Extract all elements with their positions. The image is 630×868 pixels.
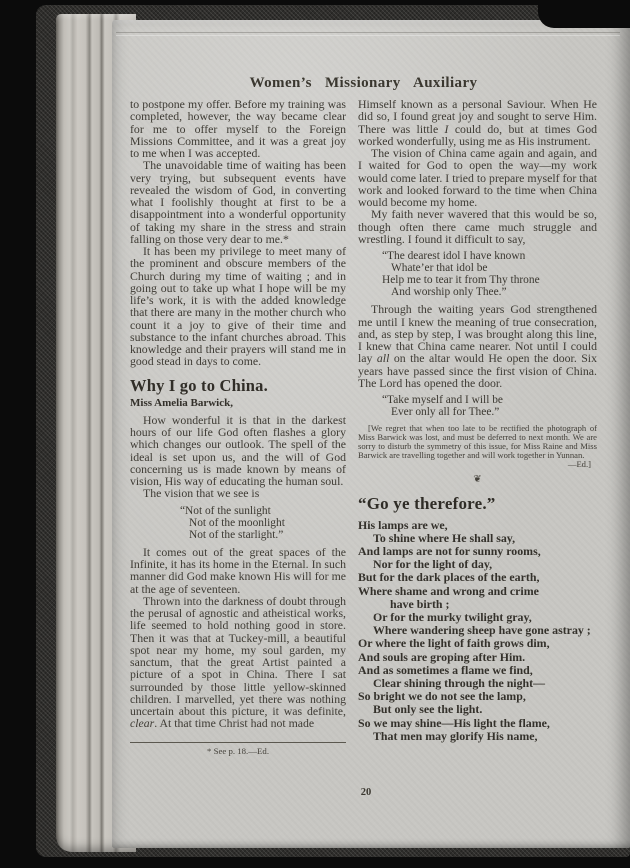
verse-line: Help me to tear it from Thy throne bbox=[382, 274, 540, 287]
article-byline: Miss Amelia Barwick, bbox=[130, 396, 233, 409]
verse-line: Not of the moonlight bbox=[189, 516, 285, 529]
page-crease bbox=[116, 32, 620, 36]
paragraph bbox=[358, 98, 597, 147]
paragraph: How wonderful it is that in the darkest hours of our life God often flashes a glory which changes our outlook. The spell of the ideal is set upon us, and the will of God concerning us is made known by means of vision, His way of educating the human soul. bbox=[130, 412, 346, 488]
poem-line: And lamps are not for sunny rooms, bbox=[358, 543, 541, 558]
poem-line: But for the dark places of the earth, bbox=[358, 570, 540, 585]
poem-line: Or for the murky twilight gray, bbox=[373, 609, 532, 624]
verse-quote bbox=[382, 394, 597, 418]
paragraph bbox=[358, 303, 597, 389]
paragraph: It has been my privilege to meet many of the prominent and obscure members of the Church during my time of waiting ; and in going out to take up what I hope will be my life’s work, it is with the added knowledge that there are many in the mother church who count it a joy to give of their time and substance to the infant churches abroad. This knowledge and their prayers will stand me in good stead in days to come. bbox=[130, 244, 346, 369]
poem-line: But only see the light. bbox=[373, 702, 483, 717]
left-column bbox=[130, 98, 346, 756]
poem-line: Clear shining through the night— bbox=[373, 675, 546, 690]
verse-line: And worship only Thee.” bbox=[391, 286, 507, 299]
article-title: Why I go to China. bbox=[130, 375, 268, 395]
paragraph-text: could do, but at times God worked wonderfully, using me as His instrument. bbox=[358, 121, 597, 148]
poem-line: And as sometimes a flame we find, bbox=[358, 662, 533, 677]
running-header: Women’s Missionary Auxiliary bbox=[249, 75, 478, 91]
poem-line: Where shame and wrong and crime bbox=[358, 583, 539, 598]
paragraph: The unavoidable time of waiting has been very trying, but subsequent events have revealed the wisdom of God, in converting what I foolishly thought at first to be a disappointment into a wonderful opportunity of taking my share in the stress and strain falling on those very dear to me.* bbox=[130, 158, 346, 246]
emphasized-word: clear bbox=[130, 716, 155, 731]
verse-quote bbox=[180, 505, 346, 541]
paragraph: The vision of China came again and again, and I waited for God to open the way—my work would come later. I tried to prepare myself for that work and looked forward to the time when China would become my home. bbox=[358, 146, 597, 209]
verse-line: Ever only all for Thee.” bbox=[391, 406, 500, 419]
poem-line: Where wandering sheep have gone astray ; bbox=[373, 623, 591, 638]
photo-corner-shadow bbox=[538, 0, 630, 28]
poem-line: Nor for the light of day, bbox=[373, 557, 493, 572]
editorial-signature: —Ed.] bbox=[567, 458, 591, 469]
paragraph: My faith never wavered that this would be so, though often there came much struggle and wrestling. I found it difficult to say, bbox=[358, 207, 597, 246]
poem-line: His lamps are we, bbox=[358, 517, 448, 532]
paragraph-text: . At that time Christ had not made bbox=[154, 716, 315, 731]
verse-line: “Not of the sunlight bbox=[180, 504, 271, 517]
poem-line: have birth ; bbox=[390, 596, 450, 611]
emphasized-word: I bbox=[444, 121, 449, 136]
paragraph: to postpone my offer. Before my training was completed, however, the way became clear for me to offer myself to the Foreign Missions Committee, and it was a great joy to me when I was accepted. bbox=[130, 97, 346, 160]
verse-line: “Take myself and I will be bbox=[382, 394, 503, 407]
paragraph-text: Himself known as a personal Saviour. When He did so, I found great joy and sought to serve Him. There was little bbox=[358, 97, 597, 136]
poem-line: That men may glorify His name, bbox=[373, 728, 538, 743]
fleuron-ornament-icon: ❦ bbox=[473, 473, 482, 485]
editorial-note: [We regret that when too late to be rectified the photograph of Miss Barwick was lost, and must be deferred to next month. We are sorry to disturb the symmetry of this issue, for Miss Raine and Miss Barwick are travelling together and will work together in Yunnan. bbox=[358, 423, 597, 460]
poem bbox=[358, 519, 597, 743]
poem-line: To shine where He shall say, bbox=[373, 530, 516, 545]
poem-line: And souls are groping after Him. bbox=[358, 649, 526, 664]
footnote: * See p. 18.—Ed. bbox=[130, 742, 346, 756]
paragraph-text: on the altar would He open the door. Six years have passed since the first vision of China. The Lord has opened the door. bbox=[358, 351, 597, 390]
paragraph bbox=[130, 595, 346, 730]
paragraph: It comes out of the great spaces of the Infinite, it has its home in the Eternal. In such manner did God make known His will for me at the age of seventeen. bbox=[130, 544, 346, 596]
verse-quote bbox=[382, 250, 597, 298]
verse-line: “The dearest idol I have known bbox=[382, 250, 526, 262]
book-page bbox=[112, 20, 630, 848]
paragraph: The vision that we see is bbox=[143, 486, 260, 501]
right-column bbox=[358, 98, 597, 743]
poem-line: Or where the light of faith grows dim, bbox=[358, 636, 550, 651]
poem-line: So bright we do not see the lamp, bbox=[358, 689, 526, 704]
page-number: 20 bbox=[360, 787, 372, 798]
emphasized-word: all bbox=[376, 351, 390, 366]
verse-line: Whate’er that idol be bbox=[391, 262, 488, 275]
paragraph-text: Thrown into the darkness of doubt through the perusal of agnostic and atheistical works, life seemed to hold nothing good in store. Then it was that at Tuckey-mill, a beautiful spot near my home, my soul garden, my sanctum, that the great Artist painted a picture of a spot in China. There I sat surrounded by those little yellow-skinned children. I marvelled, yet there was nothing uncertain about this picture, it was definite, bbox=[130, 593, 346, 719]
poem-line: So we may shine—His light the flame, bbox=[358, 715, 550, 730]
poem-title: “Go ye therefore.” bbox=[358, 493, 496, 513]
verse-line: Not of the starlight.” bbox=[189, 528, 284, 541]
paragraph-text: Through the waiting years God strengthened me until I knew the meaning of true consecration, and, as step by step, I was brought along this line, I knew that China came nearer. Not until I could lay bbox=[358, 302, 597, 366]
